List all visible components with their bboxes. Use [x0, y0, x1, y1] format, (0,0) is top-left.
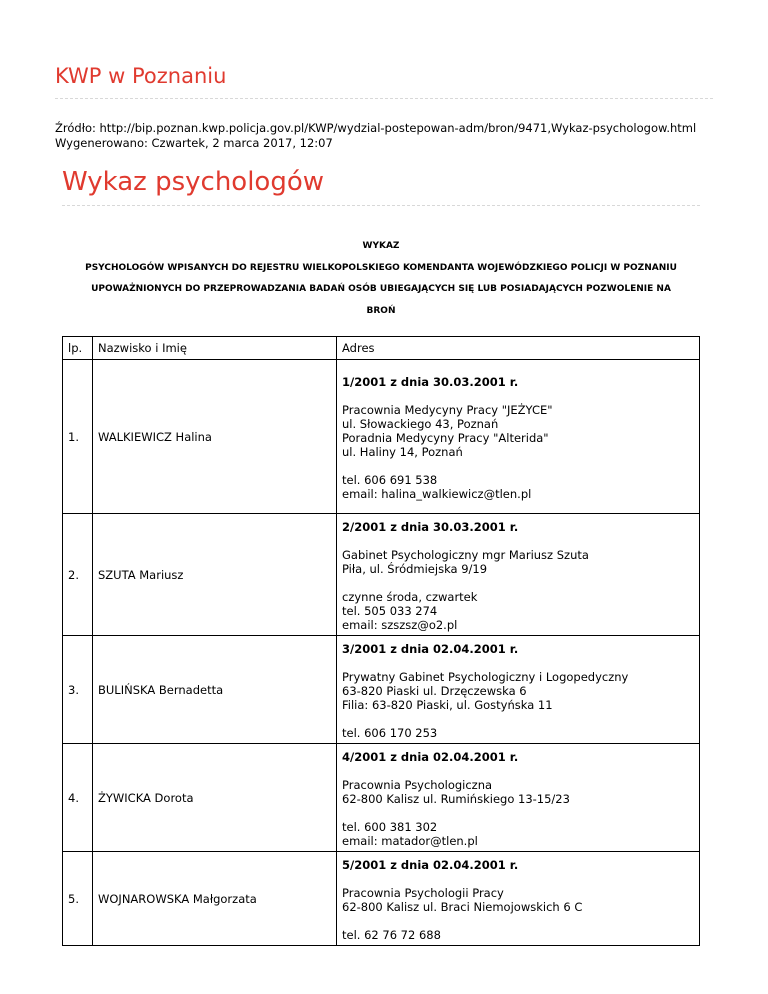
address-block	[342, 548, 694, 576]
registry-number: 1/2001 z dnia 30.03.2001 r.	[342, 375, 519, 389]
registry-number: 2/2001 z dnia 30.03.2001 r.	[342, 520, 519, 534]
contact-line: tel. 505 033 274	[342, 604, 438, 618]
row-address	[337, 360, 700, 514]
address-line: Pracownia Psychologiczna	[342, 778, 493, 792]
row-address	[337, 852, 700, 946]
row-name: WOJNAROWSKA Małgorzata	[93, 852, 337, 946]
document-heading-line-3: UPOWAŻNIONYCH DO PRZEPROWADZANIA BADAŃ OSÓB UBIEGAJĄCYCH SIĘ LUB POSIADAJĄCYCH POZWOLENIE NA	[91, 284, 671, 294]
contact-block	[342, 820, 694, 851]
row-lp: 5.	[63, 852, 93, 946]
address-line: 62-800 Kalisz ul. Braci Niemojowskich 6 C	[342, 900, 583, 914]
header-address: Adres	[337, 337, 700, 360]
row-lp: 2.	[63, 514, 93, 636]
registry-number: 4/2001 z dnia 02.04.2001 r.	[342, 750, 519, 764]
contact-line: tel. 606 170 253	[342, 726, 438, 740]
table-row	[63, 360, 700, 514]
row-lp: 3.	[63, 636, 93, 744]
row-address	[337, 744, 700, 852]
row-lp: 4.	[63, 744, 93, 852]
row-name: BULIŃSKA Bernadetta	[93, 636, 337, 744]
address-line: Prywatny Gabinet Psychologiczny i Logopedyczny	[342, 670, 629, 684]
document-heading-line-4: BROŃ	[366, 306, 396, 316]
address-line: Pracownia Psychologii Pracy	[342, 886, 504, 900]
address-line: Pracownia Medycyny Pracy "JEŻYCE"	[342, 403, 553, 417]
source-url: Źródło: http://bip.poznan.kwp.policja.gov.pl/KWP/wydzial-postepowan-adm/bron/9471,Wykaz-psychologow.html	[55, 121, 697, 135]
row-name: ŻYWICKA Dorota	[93, 744, 337, 852]
registry-number: 3/2001 z dnia 02.04.2001 r.	[342, 642, 519, 656]
address-block	[342, 886, 694, 914]
address-line: ul. Haliny 14, Poznań	[342, 445, 463, 459]
contact-line: email: szszsz@o2.pl	[342, 618, 458, 632]
contact-block	[342, 590, 694, 635]
table-row	[63, 514, 700, 636]
contact-line: tel. 606 691 538	[342, 473, 438, 487]
header-lp: lp.	[63, 337, 93, 360]
psychologists-table	[62, 336, 700, 946]
address-line: ul. Słowackiego 43, Poznań	[342, 417, 499, 431]
contact-line: czynne środa, czwartek	[342, 590, 478, 604]
address-line: 63-820 Piaski ul. Drzęczewska 6	[342, 684, 527, 698]
contact-block	[342, 473, 694, 504]
row-lp: 1.	[63, 360, 93, 514]
address-line: 62-800 Kalisz ul. Rumińskiego 13-15/23	[342, 792, 570, 806]
address-line: Gabinet Psychologiczny mgr Mariusz Szuta	[342, 548, 589, 562]
row-name: SZUTA Mariusz	[93, 514, 337, 636]
site-title: KWP w Poznaniu	[55, 64, 227, 88]
contact-block	[342, 726, 694, 743]
table-row	[63, 852, 700, 946]
address-line: Piła, ul. Śródmiejska 9/19	[342, 562, 488, 576]
address-line: Filia: 63-820 Piaski, ul. Gostyńska 11	[342, 698, 553, 712]
row-address	[337, 514, 700, 636]
registry-number: 5/2001 z dnia 02.04.2001 r.	[342, 858, 519, 872]
contact-block	[342, 928, 694, 945]
header-divider	[55, 98, 713, 99]
header-name: Nazwisko i Imię	[93, 337, 337, 360]
row-address	[337, 636, 700, 744]
address-block	[342, 670, 694, 712]
table-header-row	[63, 337, 700, 360]
contact-line: tel. 62 76 72 688	[342, 928, 441, 942]
contact-line: tel. 600 381 302	[342, 820, 438, 834]
address-block	[342, 778, 694, 806]
table-row	[63, 636, 700, 744]
contact-line: email: matador@tlen.pl	[342, 834, 478, 848]
title-divider	[62, 205, 700, 206]
address-line: Poradnia Medycyny Pracy "Alterida"	[342, 431, 549, 445]
contact-line: email: halina_walkiewicz@tlen.pl	[342, 487, 532, 501]
address-block	[342, 403, 694, 459]
row-name: WALKIEWICZ Halina	[93, 360, 337, 514]
table-row	[63, 744, 700, 852]
document-heading-line-1: WYKAZ	[362, 241, 400, 251]
page-title: Wykaz psychologów	[62, 167, 325, 197]
document-heading-line-2: PSYCHOLOGÓW WPISANYCH DO REJESTRU WIELKOPOLSKIEGO KOMENDANTA WOJEWÓDZKIEGO POLICJI W POZNANIU	[85, 263, 677, 273]
generated-timestamp: Wygenerowano: Czwartek, 2 marca 2017, 12:07	[55, 136, 333, 150]
